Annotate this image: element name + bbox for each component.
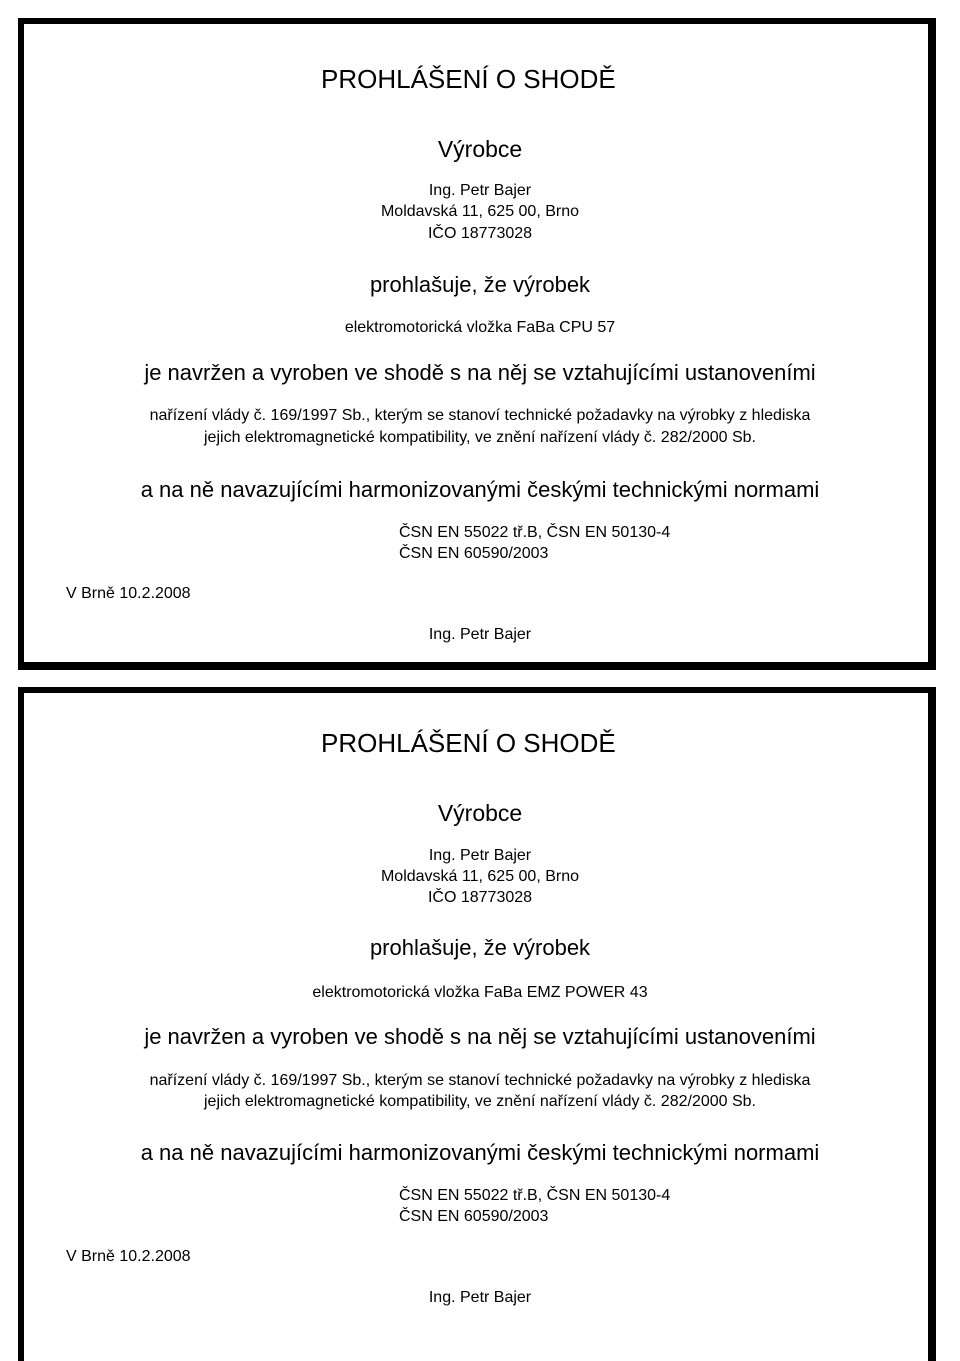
declares-text: prohlašuje, že výrobek [369, 272, 591, 297]
signature-name: Ing. Petr Bajer [428, 626, 532, 643]
manufacturer-address: Moldavská 11, 625 00, Brno [380, 203, 580, 220]
declaration-title: PROHLÁŠENÍ O SHODĚ [321, 728, 616, 758]
manufacturer-ico: IČO 18773028 [427, 225, 533, 242]
declaration-frame-1 [18, 18, 936, 670]
standards-line-2: ČSN EN 60590/2003 [399, 1208, 549, 1225]
standards-line-1: ČSN EN 55022 tř.B, ČSN EN 50130-4 [399, 1187, 671, 1204]
declaration-title: PROHLÁŠENÍ O SHODĚ [321, 64, 616, 94]
regulation-line-1: nařízení vlády č. 169/1997 Sb., kterým se stanoví technické požadavky na výrobky z hlediska [149, 407, 811, 424]
place-date: V Brně 10.2.2008 [66, 1248, 191, 1265]
product-name: elektromotorická vložka FaBa CPU 57 [344, 319, 616, 336]
regulation-line-1: nařízení vlády č. 169/1997 Sb., kterým se stanoví technické požadavky na výrobky z hlediska [149, 1072, 811, 1089]
manufacturer-ico: IČO 18773028 [427, 889, 533, 906]
standards-heading: a na ně navazujícími harmonizovanými českými technickými normami [140, 477, 820, 502]
declares-text: prohlašuje, že výrobek [369, 935, 591, 960]
manufacturer-name: Ing. Petr Bajer [428, 847, 532, 864]
signature-name: Ing. Petr Bajer [428, 1289, 532, 1306]
conformity-text: je navržen a vyroben ve shodě s na něj se vztahujícími ustanoveními [144, 1024, 816, 1049]
regulation-line-2: jejich elektromagnetické kompatibility, ve znění nařízení vlády č. 282/2000 Sb. [204, 1093, 756, 1110]
product-name: elektromotorická vložka FaBa EMZ POWER 43 [312, 984, 648, 1001]
place-date: V Brně 10.2.2008 [66, 585, 191, 602]
manufacturer-name: Ing. Petr Bajer [428, 182, 532, 199]
manufacturer-address: Moldavská 11, 625 00, Brno [380, 868, 580, 885]
manufacturer-heading: Výrobce [437, 136, 523, 162]
conformity-text: je navržen a vyroben ve shodě s na něj se vztahujícími ustanoveními [144, 360, 816, 385]
standards-line-2: ČSN EN 60590/2003 [399, 545, 549, 562]
standards-line-1: ČSN EN 55022 tř.B, ČSN EN 50130-4 [399, 524, 671, 541]
standards-heading: a na ně navazujícími harmonizovanými českými technickými normami [140, 1140, 820, 1165]
regulation-line-2: jejich elektromagnetické kompatibility, ve znění nařízení vlády č. 282/2000 Sb. [204, 429, 756, 446]
manufacturer-heading: Výrobce [437, 800, 523, 826]
